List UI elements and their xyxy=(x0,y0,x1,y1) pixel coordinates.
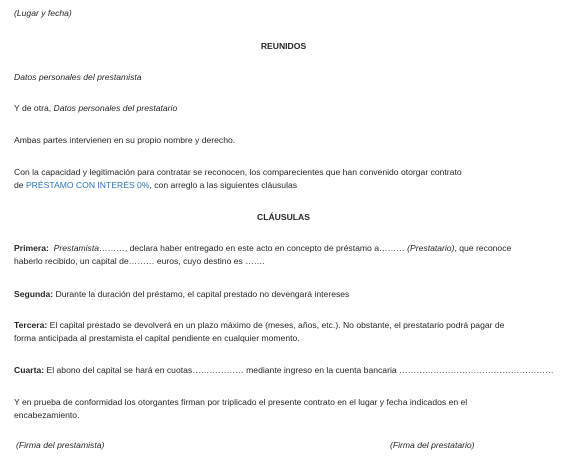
closing-line-2: encabezamiento. xyxy=(14,409,80,420)
clause-segunda-text: Durante la duración del préstamo, el capital prestado no devengará intereses xyxy=(53,289,350,299)
closing-paragraph xyxy=(14,396,558,421)
clause-primera-line-1 xyxy=(14,242,558,255)
lender-signature: (Firma del prestamista) xyxy=(16,440,105,450)
clause-primera-borrower: (Prestatario) xyxy=(407,243,455,253)
capacity-line-2 xyxy=(14,179,558,192)
reunidos-heading: REUNIDOS xyxy=(260,41,307,51)
clause-tercera-label: Tercera: xyxy=(14,320,48,330)
contract-type-highlight: PRÉSTAMO CON INTERÉS 0% xyxy=(25,179,150,190)
closing-line-1: Y en prueba de conformidad los otorgantes firman por triplicado el presente contrato en el lugar y fecha indicados en el xyxy=(14,397,468,407)
clause-primera-text-b: , que reconoce xyxy=(454,243,512,253)
borrower-data-line xyxy=(14,102,558,115)
place-date-line: (Lugar y fecha) xyxy=(14,8,72,18)
clause-primera-text-a: ………, declara haber entregado en este acto en concepto de préstamo a……… xyxy=(99,243,408,253)
clause-primera-label: Primera: xyxy=(14,243,49,253)
clause-segunda-label: Segunda: xyxy=(14,289,54,299)
lender-data-line: Datos personales del prestamista xyxy=(14,72,142,82)
capacity-line-2-post: , con arreglo a las siguientes cláusulas xyxy=(149,179,298,190)
clause-cuarta-label: Cuarta: xyxy=(14,365,45,375)
clause-tercera-line-1 xyxy=(14,319,558,332)
clause-tercera-text: El capital prestado se devolverá en un plazo máximo de (meses, años, etc.). No obstante, el prestatario podrá pagar de xyxy=(47,320,505,330)
borrower-data: Datos personales del prestatario xyxy=(53,103,178,113)
both-parties-line: Ambas partes intervienen en su propio nombre y derecho. xyxy=(14,135,236,145)
clausulas-heading: CLÁUSULAS xyxy=(257,212,310,222)
borrower-prefix: Y de otra, xyxy=(14,103,54,113)
borrower-signature: (Firma del prestatario) xyxy=(390,440,475,450)
clause-primera-lender: Prestamista xyxy=(53,243,100,253)
clause-primera-line-2: haberlo recibido, un capital de……… euros, cuyo destino es ……. xyxy=(14,255,265,266)
clause-tercera-line-2: forma anticipada al prestamista el capital pendiente en cualquier momento. xyxy=(14,332,300,343)
clause-cuarta-text: El abono del capital se hará en cuotas……………… mediante ingreso en la cuenta bancaria ……………………………………………… xyxy=(44,365,554,375)
capacity-line-1: Con la capacidad y legitimación para contratar se reconocen, los comparecientes que han convenido otorgar contrato xyxy=(14,167,462,177)
capacity-paragraph xyxy=(14,166,558,191)
clause-segunda xyxy=(14,288,558,301)
clause-tercera xyxy=(14,319,558,344)
clause-cuarta xyxy=(14,364,558,377)
clause-primera xyxy=(14,242,558,267)
capacity-line-2-pre: de xyxy=(14,179,26,190)
